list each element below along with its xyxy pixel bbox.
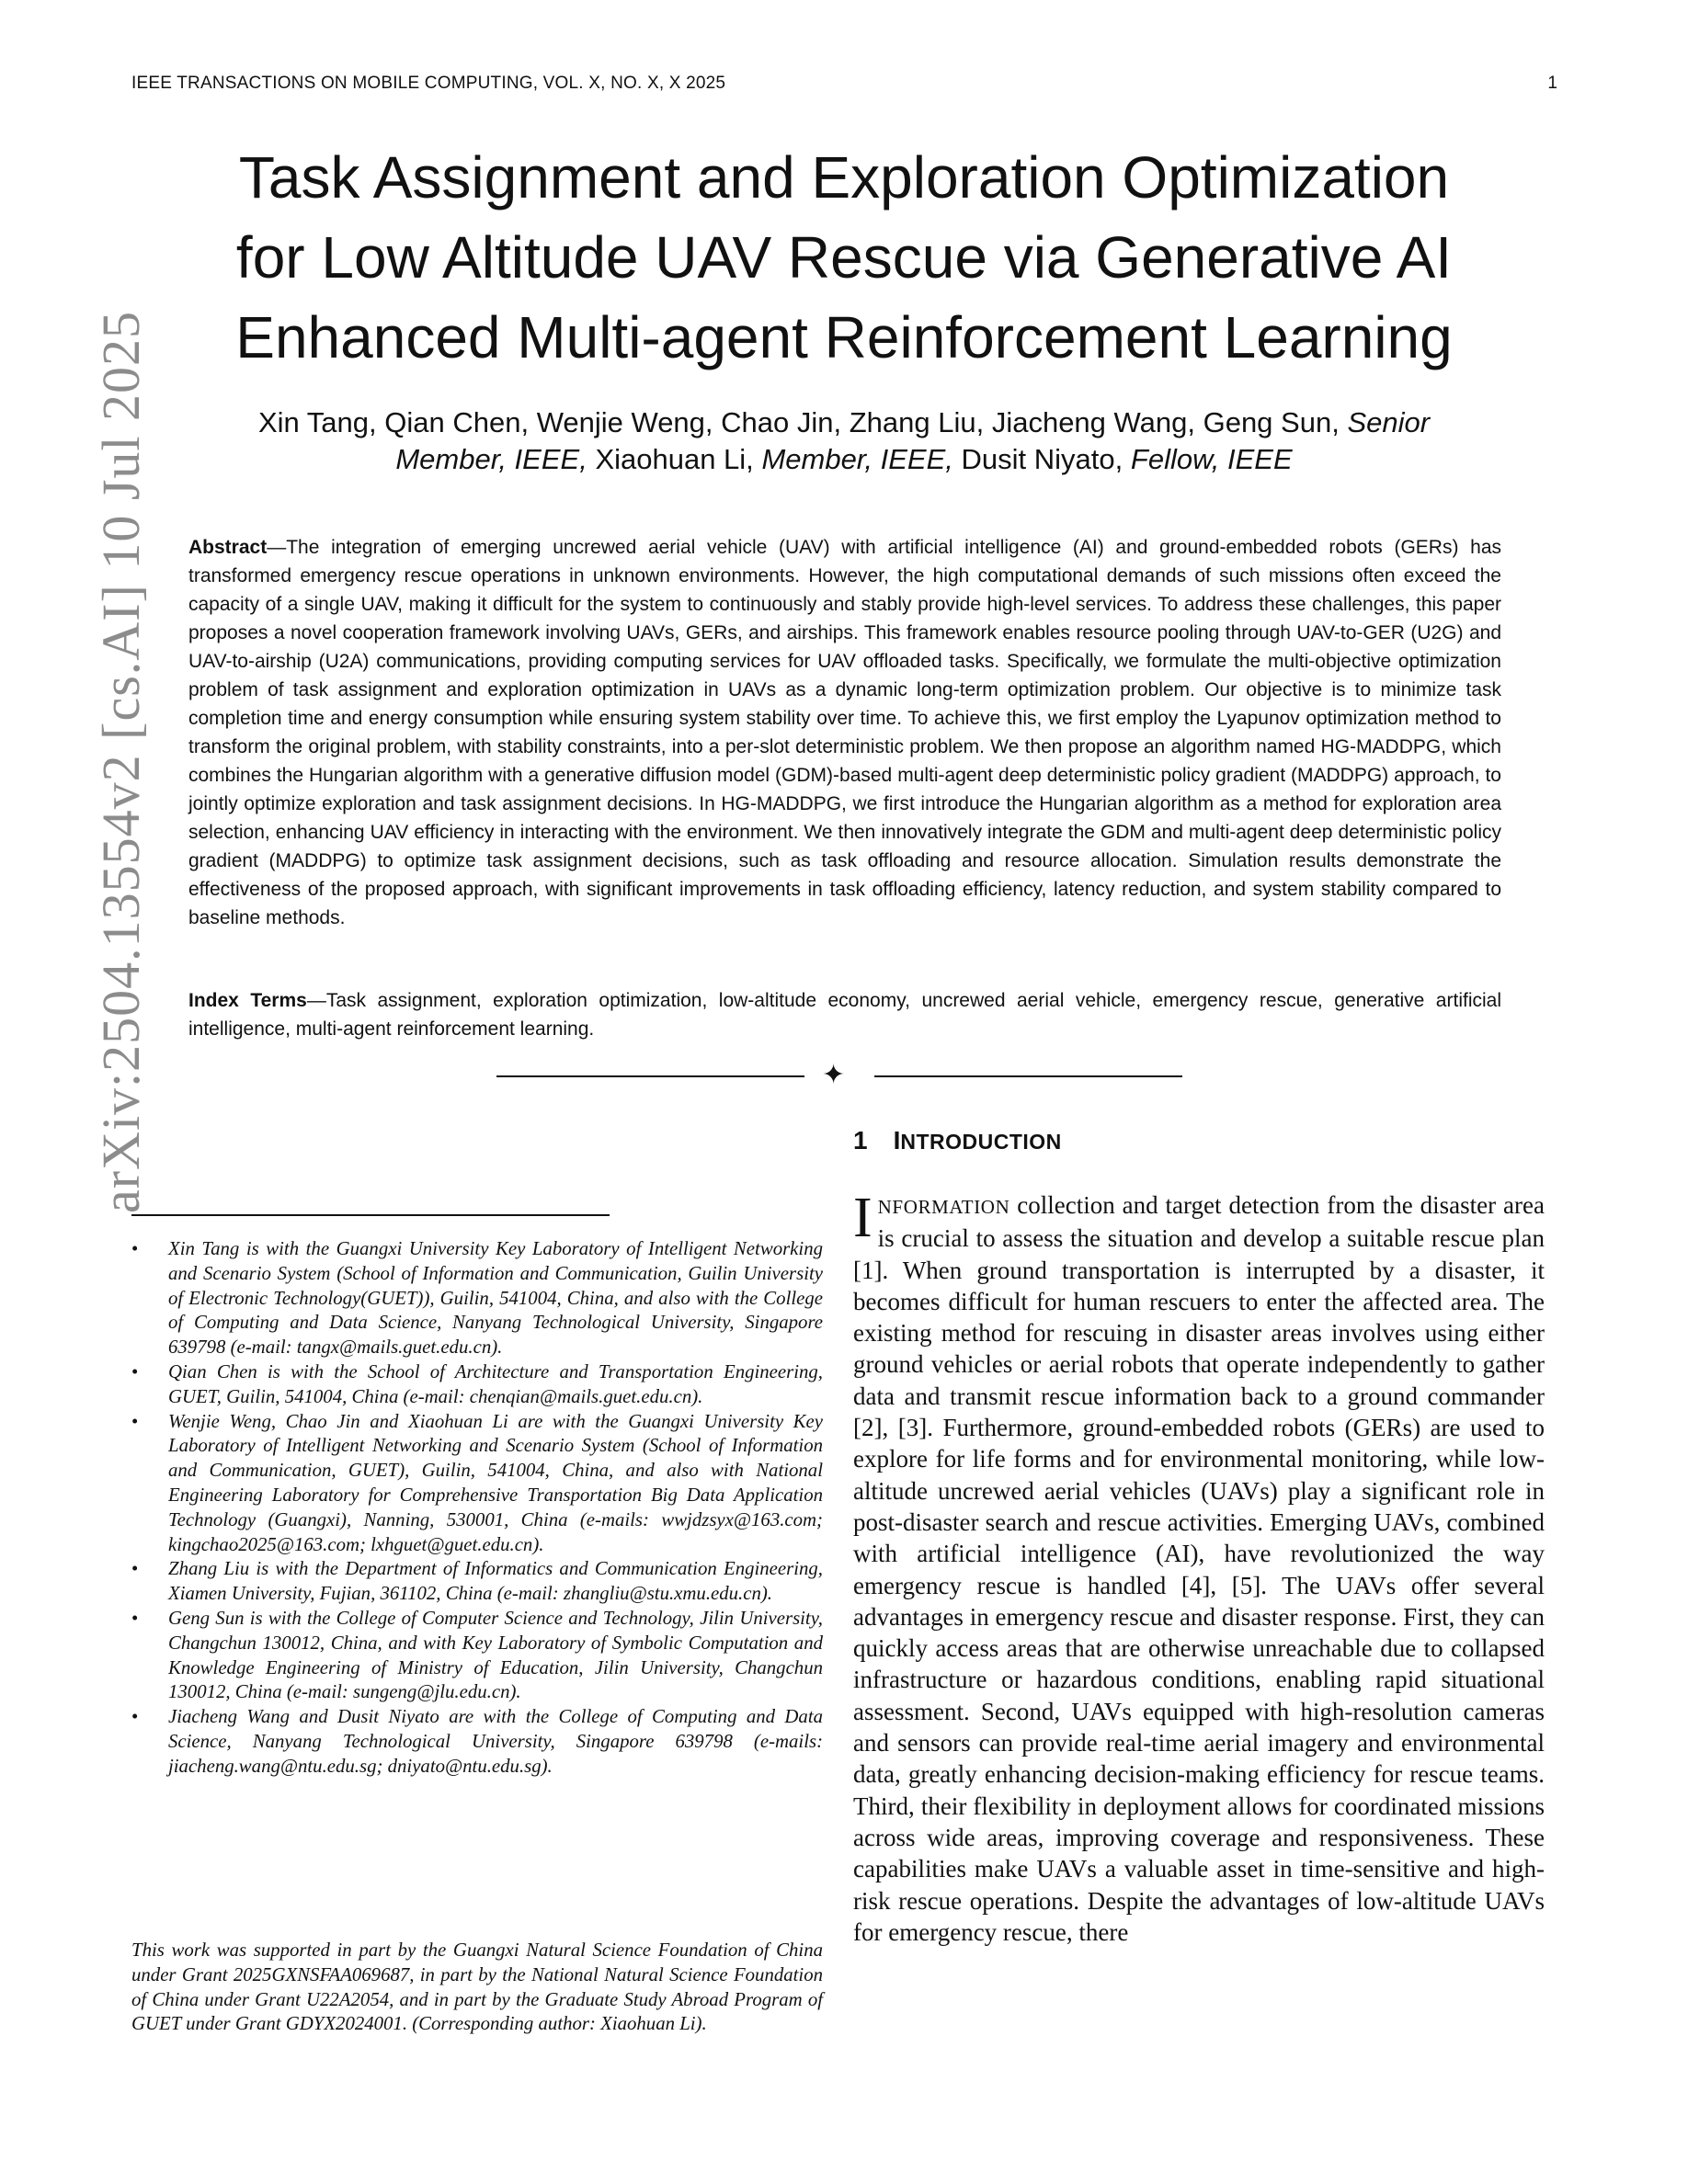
author-line: [129, 441, 1559, 478]
section-heading: [853, 1126, 1062, 1155]
abstract: [188, 533, 1501, 932]
arxiv-stamp: arXiv:2504.13554v2 [cs.AI] 10 Jul 2025: [91, 310, 151, 1213]
author-list: [129, 404, 1559, 478]
bullet-icon: •: [131, 1706, 139, 1728]
paper-title: [110, 138, 1578, 378]
separator-line-left: [496, 1075, 804, 1077]
footnote-text: Jiacheng Wang and Dusit Niyato are with the College of Computing and Data Science, Nanyang Technological University, Singapore 639798 (e-mails: jiacheng.wang@ntu.edu.sg; dniyato@ntu.edu.sg).: [168, 1706, 823, 1777]
section-number: 1: [853, 1126, 868, 1155]
footnote-item: [131, 1237, 823, 1360]
author-role: Member, IEEE,: [395, 443, 587, 475]
index-terms-label: Index Terms: [188, 990, 307, 1011]
footnote-text: Xin Tang is with the Guangxi University Key Laboratory of Intelligent Networking and Scenario System (School of Information and Communication, Guilin University of Electronic Technology(GUET)), Guilin, 541004, China, and also with the College of Computing and Data Science, Nanyang Technological University, Singapore 639798 (e-mail: tangx@mails.guet.edu.cn).: [168, 1238, 823, 1359]
footnote-item: [131, 1607, 823, 1705]
index-terms: [188, 986, 1501, 1043]
footnote-text: Geng Sun is with the College of Computer Science and Technology, Jilin University, Changchun 130012, China, and with Key Laboratory of Symbolic Computation and Knowledge Engineering of Ministry of Education, Jilin University, Changchun 130012, China (e-mail: sungeng@jlu.edu.cn).: [168, 1607, 823, 1703]
footnote-text: Wenjie Weng, Chao Jin and Xiaohuan Li are with the Guangxi University Key Laboratory of Intelligent Networking and Scenario System (School of Information and Communication, GUET), Guilin, 541004, China, and also with National Engineering Laboratory for Comprehensive Transportation Big Data Application Technology (Guangxi), Nanning, 530001, China (e-mails: wwjdzsyx@163.com; kingchao2025@163.com; lxhguet@guet.edu.cn).: [168, 1410, 823, 1555]
author-role: Fellow, IEEE: [1130, 443, 1293, 475]
drop-cap: I: [853, 1187, 873, 1249]
abstract-text: —The integration of emerging uncrewed aerial vehicle (UAV) with artificial intelligence (AI) and ground-embedded robots (GERs) has transformed emergency rescue operations in unknown environments. However, the high computational demands of such missions often exceed the capacity of a single UAV, making it difficult for the system to continuously and stably provide high-level services. To address these challenges, this paper proposes a novel cooperation framework involving UAVs, GERs, and airships. This framework enables resource pooling through UAV-to-GER (U2G) and UAV-to-airship (U2A) communications, providing computing services for UAV offloaded tasks. Specifically, we formulate the multi-objective optimization problem of task assignment and exploration optimization in UAVs as a dynamic long-term optimization problem. Our objective is to minimize task completion time and energy consumption while ensuring system stability over time. To achieve this, we first employ the Lyapunov optimization method to transform the original problem, with stability constraints, into a per-slot deterministic problem. We then propose an algorithm named HG-MADDPG, which combines the Hungarian algorithm with a generative diffusion model (GDM)-based multi-agent deep deterministic policy gradient (MADDPG) approach, to jointly optimize exploration and task assignment decisions. In HG-MADDPG, we first introduce the Hungarian algorithm as a method for exploration area selection, enhancing UAV efficiency in interacting with the environment. We then innovatively integrate the GDM and multi-agent deep deterministic policy gradient (MADDPG) to optimize task assignment decisions, such as task offloading and resource allocation. Simulation results demonstrate the effectiveness of the proposed approach, with significant improvements in task offloading efficiency, latency reduction, and system stability compared to baseline methods.: [188, 537, 1501, 928]
intro-smallcaps: NFORMATION: [877, 1196, 1010, 1218]
index-terms-text: —Task assignment, exploration optimization, low-altitude economy, uncrewed aerial vehicle, emergency rescue, generative artificial intelligence, multi-agent reinforcement learning.: [188, 990, 1501, 1040]
separator-star-icon: ✦: [822, 1060, 846, 1090]
bullet-icon: •: [131, 1607, 139, 1629]
footnote-item: [131, 1705, 823, 1779]
abstract-label: Abstract: [188, 537, 268, 558]
section-separator: [496, 1060, 1182, 1090]
intro-text: collection and target detection from the disaster area is crucial to assess the situation and develop a suitable rescue plan [1]. When ground transportation is interrupted by a disaster, it becomes difficult for human rescuers to enter the affected area. The existing method for rescuing in disaster areas involves using either ground vehicles or aerial robots that operate independently to gather data and transmit rescue information back to a ground commander [2], [3]. Furthermore, ground-embedded robots (GERs) are used to explore for life forms and for environmental monitoring, while low-altitude uncrewed aerial vehicles (UAVs) play a significant role in post-disaster search and rescue activities. Emerging UAVs, combined with artificial intelligence (AI), have revolutionized the way emergency rescue is handled [4], [5]. The UAVs offer several advantages in emergency rescue and disaster response. First, they can quickly access areas that are otherwise unreachable due to collapsed infrastructure or hazardous conditions, enabling rapid situational assessment. Second, UAVs equipped with high-resolution cameras and sensors can provide real-time aerial imagery and environmental data, greatly enhancing decision-making efficiency for rescue teams. Third, their flexibility in deployment allows for coordinated missions across wide areas, improving coverage and responsiveness. These capabilities make UAVs a valuable asset in time-sensitive and high-risk rescue operations. Despite the advantages of low-altitude UAVs for emergency rescue, there: [853, 1191, 1545, 1946]
footnote-item: [131, 1410, 823, 1558]
running-head: IEEE TRANSACTIONS ON MOBILE COMPUTING, VOL. X, NO. X, X 2025: [131, 74, 726, 93]
author-line: [129, 404, 1559, 441]
section-title-rest: NTRODUCTION: [900, 1130, 1062, 1154]
bullet-icon: •: [131, 1410, 139, 1432]
section-title-first: I: [893, 1126, 901, 1155]
author-names: Xin Tang, Qian Chen, Wenjie Weng, Chao Jin, Zhang Liu, Jiacheng Wang, Geng Sun,: [257, 406, 1340, 438]
introduction-paragraph: [853, 1189, 1545, 1948]
footnote-item: [131, 1360, 823, 1410]
footnote-item: [131, 1557, 823, 1607]
author-names: Xiaohuan Li,: [595, 443, 754, 475]
bullet-icon: •: [131, 1558, 139, 1580]
footnote-text: Qian Chen is with the School of Architecture and Transportation Engineering, GUET, Guilin, 541004, China (e-mail: chenqian@mails.guet.edu.cn).: [168, 1360, 823, 1407]
footnote-text: Zhang Liu is with the Department of Informatics and Communication Engineering, Xiamen University, Fujian, 361102, China (e-mail: zhangliu@stu.xmu.edu.cn).: [168, 1558, 823, 1605]
title-line: Enhanced Multi-agent Reinforcement Learning: [235, 304, 1453, 370]
title-line: Task Assignment and Exploration Optimization: [238, 144, 1450, 210]
author-names: Dusit Niyato,: [961, 443, 1123, 475]
affiliation-footnotes: [131, 1237, 823, 1780]
title-line: for Low Altitude UAV Rescue via Generative AI: [235, 224, 1453, 290]
bullet-icon: •: [131, 1360, 139, 1382]
bullet-icon: •: [131, 1238, 139, 1259]
footnote-rule: [131, 1214, 610, 1216]
page-number: 1: [1547, 74, 1557, 93]
funding-note: This work was supported in part by the Guangxi Natural Science Foundation of China under Grant 2025GXNSFAA069687, in part by the National Natural Science Foundation of China under Grant U22A2054, and in part by the Graduate Study Abroad Program of GUET under Grant GDYX2024001. (Corresponding author: Xiaohuan Li).: [131, 1939, 823, 2035]
separator-line-right: [874, 1075, 1182, 1077]
author-role: Member, IEEE,: [761, 443, 953, 475]
author-role: Senior: [1347, 406, 1431, 438]
